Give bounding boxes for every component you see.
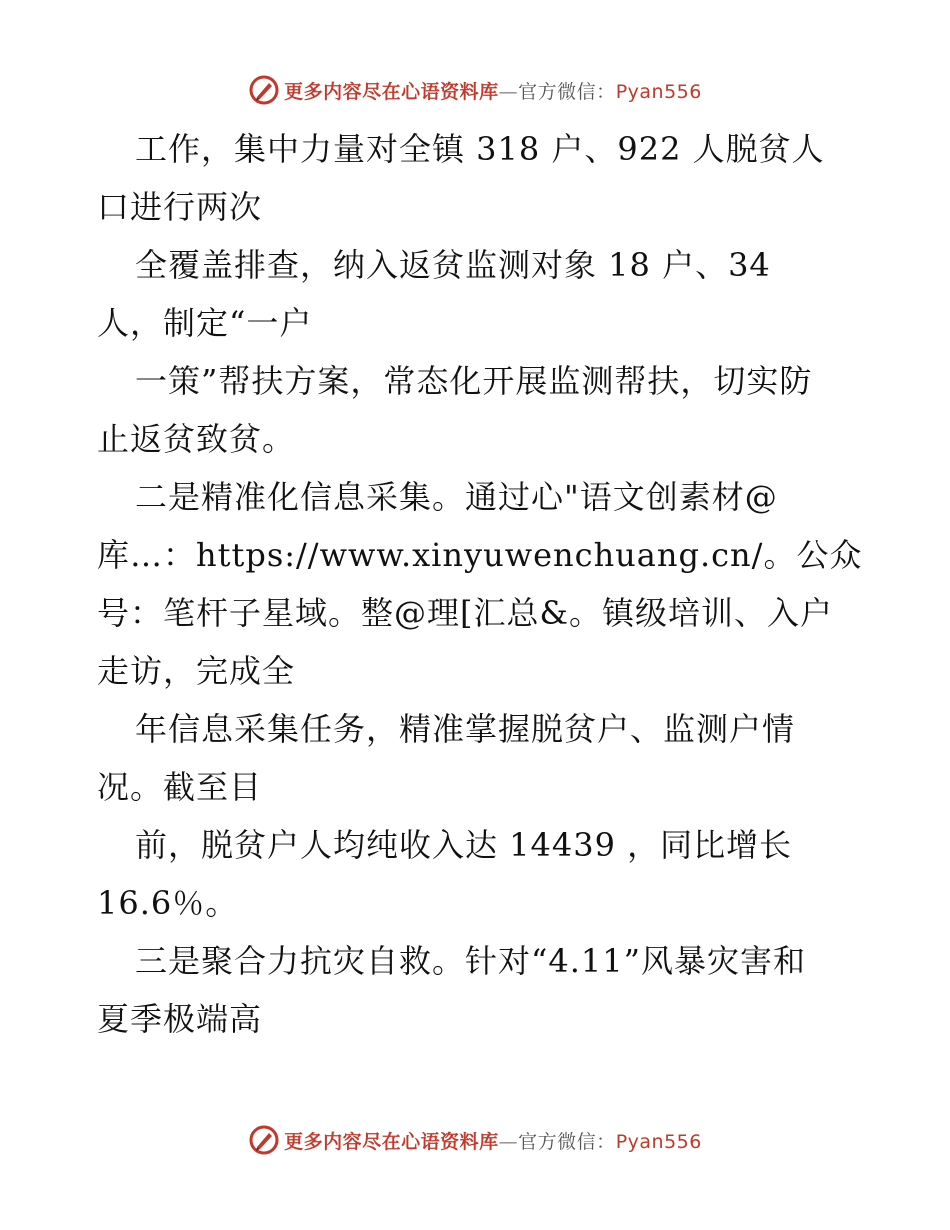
body-line: 库…：https://www.xinyuwenchuang.cn/。公众	[97, 536, 863, 574]
body-line: 工作，集中力量对全镇 318 户、922 人脱贫人	[135, 130, 825, 168]
footer-wechat-label: 官方微信：	[518, 1130, 616, 1153]
footer-banner	[0, 1120, 950, 1160]
body-line: 16.6％。	[97, 884, 239, 922]
header-banner	[0, 70, 950, 110]
footer-wechat-id: Pyan556	[615, 1130, 702, 1153]
body-line: 走访，完成全	[97, 652, 296, 690]
body-line: 前，脱贫户人均纯收入达 14439 ，同比增长	[135, 826, 793, 864]
footer-separator: —	[498, 1130, 519, 1153]
body-line: 年信息采集任务，精准掌握脱贫户、监测户情	[135, 710, 796, 748]
header-wechat-id: Pyan556	[615, 80, 702, 103]
header-separator: —	[498, 80, 519, 103]
header-wechat-label: 官方微信：	[518, 80, 616, 103]
body-line: 号：笔杆子星域。整@理[汇总&。镇级培训、入户	[97, 594, 833, 632]
body-line: 止返贫致贫。	[97, 420, 296, 458]
pen-logo-icon	[248, 74, 280, 106]
header-banner-text	[284, 77, 702, 104]
body-line: 口进行两次	[97, 188, 263, 226]
pen-logo-icon	[248, 1124, 280, 1156]
header-brand: 更多内容尽在心语资料库	[284, 80, 499, 103]
body-line: 全覆盖排查，纳入返贫监测对象 18 户、34	[135, 246, 771, 284]
body-line: 况。截至目	[97, 768, 263, 806]
footer-banner-text	[284, 1127, 702, 1154]
body-line: 一策”帮扶方案，常态化开展监测帮扶，切实防	[135, 362, 813, 400]
document-body	[97, 120, 867, 1048]
body-line: 三是聚合力抗灾自救。针对“4.11”风暴灾害和	[135, 942, 806, 980]
body-line: 人，制定“一户	[97, 304, 313, 342]
body-line: 夏季极端高	[97, 1000, 263, 1038]
footer-brand: 更多内容尽在心语资料库	[284, 1130, 499, 1153]
body-line: 二是精准化信息采集。通过心"语文创素材@	[135, 478, 778, 516]
